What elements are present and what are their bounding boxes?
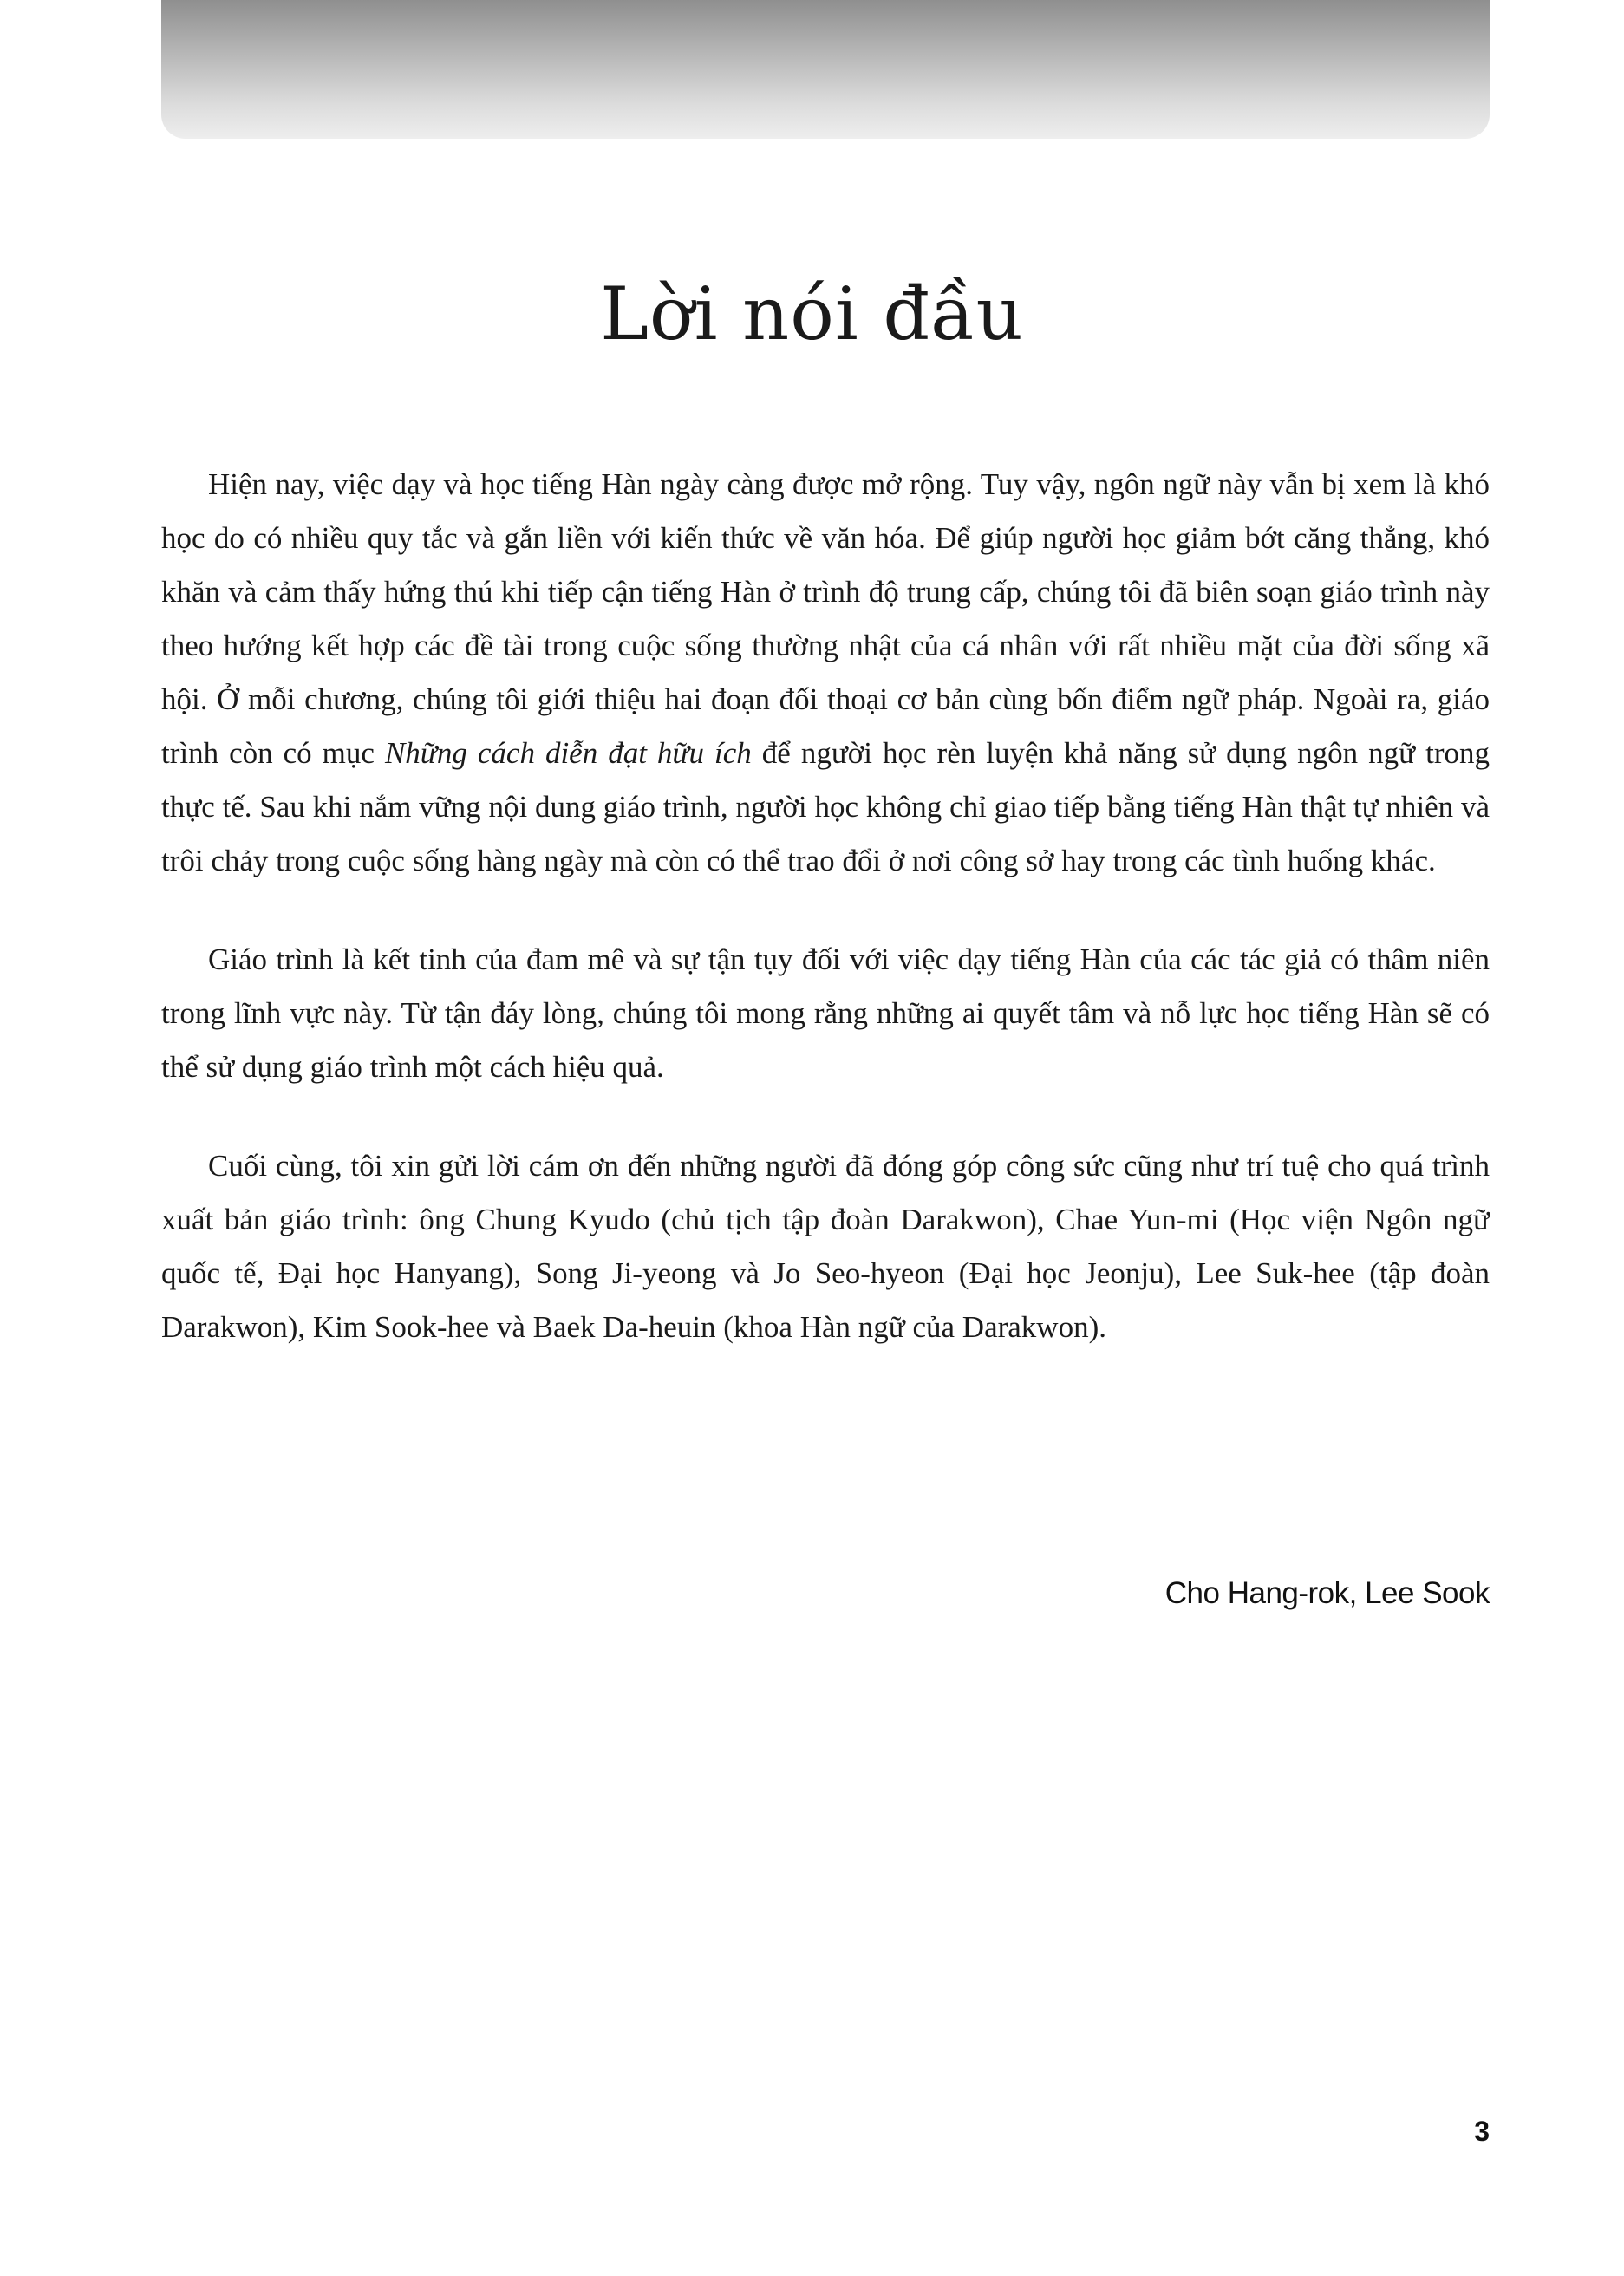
paragraph-1-end: để người học rèn luyện khả năng sử dụng ngôn ngữ trong thực tế. Sau khi nắm vững nội dung giáo trình, người học không chỉ giao tiếp bằng tiếng Hàn thật tự nhiên và trôi chảy trong cuộc sống hàng ngày mà còn có thể trao đổi ở nơi công sở hay trong các tình huống khác. (161, 736, 1490, 877)
paragraph-1 (161, 458, 1490, 888)
page-number: 3 (1474, 2116, 1490, 2147)
author-signature: Cho Hang-rok, Lee Sook (1164, 1576, 1490, 1610)
paragraph-1-italic-phrase: Những cách diễn đạt hữu ích (384, 736, 752, 770)
paragraph-3: Cuối cùng, tôi xin gửi lời cám ơn đến những người đã đóng góp công sức cũng như trí tuệ cho quá trình xuất bản giáo trình: ông Chung Kyudo (chủ tịch tập đoàn Darakwon), Chae Yun-mi (Học viện Ngôn ngữ quốc tế, Đại học Hanyang), Song Ji-yeong và Jo Seo-hyeon (Đại học Jeonju), Lee Suk-hee (tập đoàn Darakwon), Kim Sook-hee và Baek Da-heuin (khoa Hàn ngữ của Darakwon). (161, 1149, 1490, 1344)
page-title: Lời nói đầu (600, 271, 1024, 356)
header-band (161, 0, 1490, 139)
paragraph-2: Giáo trình là kết tinh của đam mê và sự tận tụy đối với việc dạy tiếng Hàn của các tác giả có thâm niên trong lĩnh vực này. Từ tận đáy lòng, chúng tôi mong rằng những ai quyết tâm và nỗ lực học tiếng Hàn sẽ có thể sử dụng giáo trình một cách hiệu quả. (161, 942, 1490, 1084)
body-text (161, 458, 1490, 1399)
paragraph-1-start: Hiện nay, việc dạy và học tiếng Hàn ngày càng được mở rộng. Tuy vậy, ngôn ngữ này vẫn bị xem là khó học do có nhiều quy tắc và gắn liền với kiến thức về văn hóa. Để giúp người học giảm bớt căng thẳng, khó khăn và cảm thấy hứng thú khi tiếp cận tiếng Hàn ở trình độ trung cấp, chúng tôi đã biên soạn giáo trình này theo hướng kết hợp các đề tài trong cuộc sống thường nhật của cá nhân với rất nhiều mặt của đời sống xã hội. Ở mỗi chương, chúng tôi giới thiệu hai đoạn đối thoại cơ bản cùng bốn điểm ngữ pháp. Ngoài ra, giáo trình còn có mục (161, 467, 1490, 770)
